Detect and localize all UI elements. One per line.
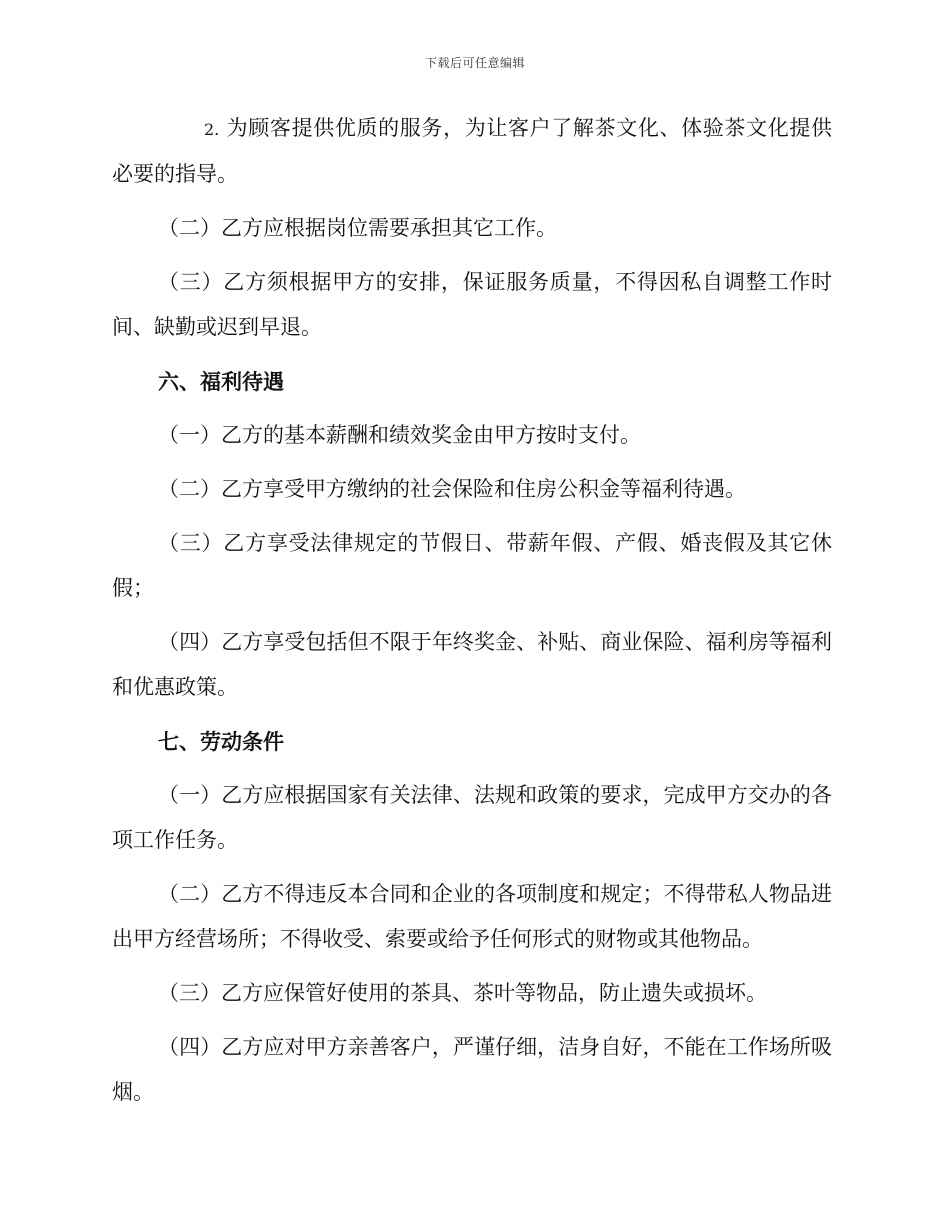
paragraph-salary: （一）乙方的基本薪酬和绩效奖金由甲方按时支付。 xyxy=(158,423,641,447)
paragraph-service-guidance xyxy=(112,106,832,197)
paragraph-tasks: （一）乙方应根据国家有关法律、法规和政策的要求，完成甲方交办的各项工作任务。 xyxy=(112,783,832,852)
section-heading-work-conditions: 七、劳动条件 xyxy=(158,729,284,754)
paragraph-service-quality: （三）乙方须根据甲方的安排，保证服务质量，不得因私自调整工作时间、缺勤或迟到早退。 xyxy=(112,270,832,339)
paragraph-bonus: （四）乙方享受包括但不限于年终奖金、补贴、商业保险、福利房等福利和优惠政策。 xyxy=(112,630,832,699)
list-number: 2. xyxy=(204,120,220,139)
section-heading-benefits: 六、福利待遇 xyxy=(158,369,284,394)
document-body xyxy=(112,106,832,1124)
paragraph-rules: （二）乙方不得违反本合同和企业的各项制度和规定；不得带私人物品进出甲方经营场所；不得收受、索要或给予任何形式的财物或其他物品。 xyxy=(112,882,832,951)
paragraph-text: 为顾客提供优质的服务，为让客户了解茶文化、体验茶文化提供必要的指导。 xyxy=(112,116,832,186)
paragraph-tea-equipment: （三）乙方应保管好使用的茶具、茶叶等物品，防止遗失或损坏。 xyxy=(158,981,767,1005)
paragraph-insurance: （二）乙方享受甲方缴纳的社会保险和住房公积金等福利待遇。 xyxy=(158,477,746,501)
paragraph-holidays: （三）乙方享受法律规定的节假日、带薪年假、产假、婚丧假及其它休假； xyxy=(112,531,832,600)
page-header: 下载后可任意编辑 xyxy=(424,56,525,70)
paragraph-other-work: （二）乙方应根据岗位需要承担其它工作。 xyxy=(158,216,557,240)
paragraph-conduct: （四）乙方应对甲方亲善客户，严谨仔细，洁身自好，不能在工作场所吸烟。 xyxy=(112,1035,832,1104)
